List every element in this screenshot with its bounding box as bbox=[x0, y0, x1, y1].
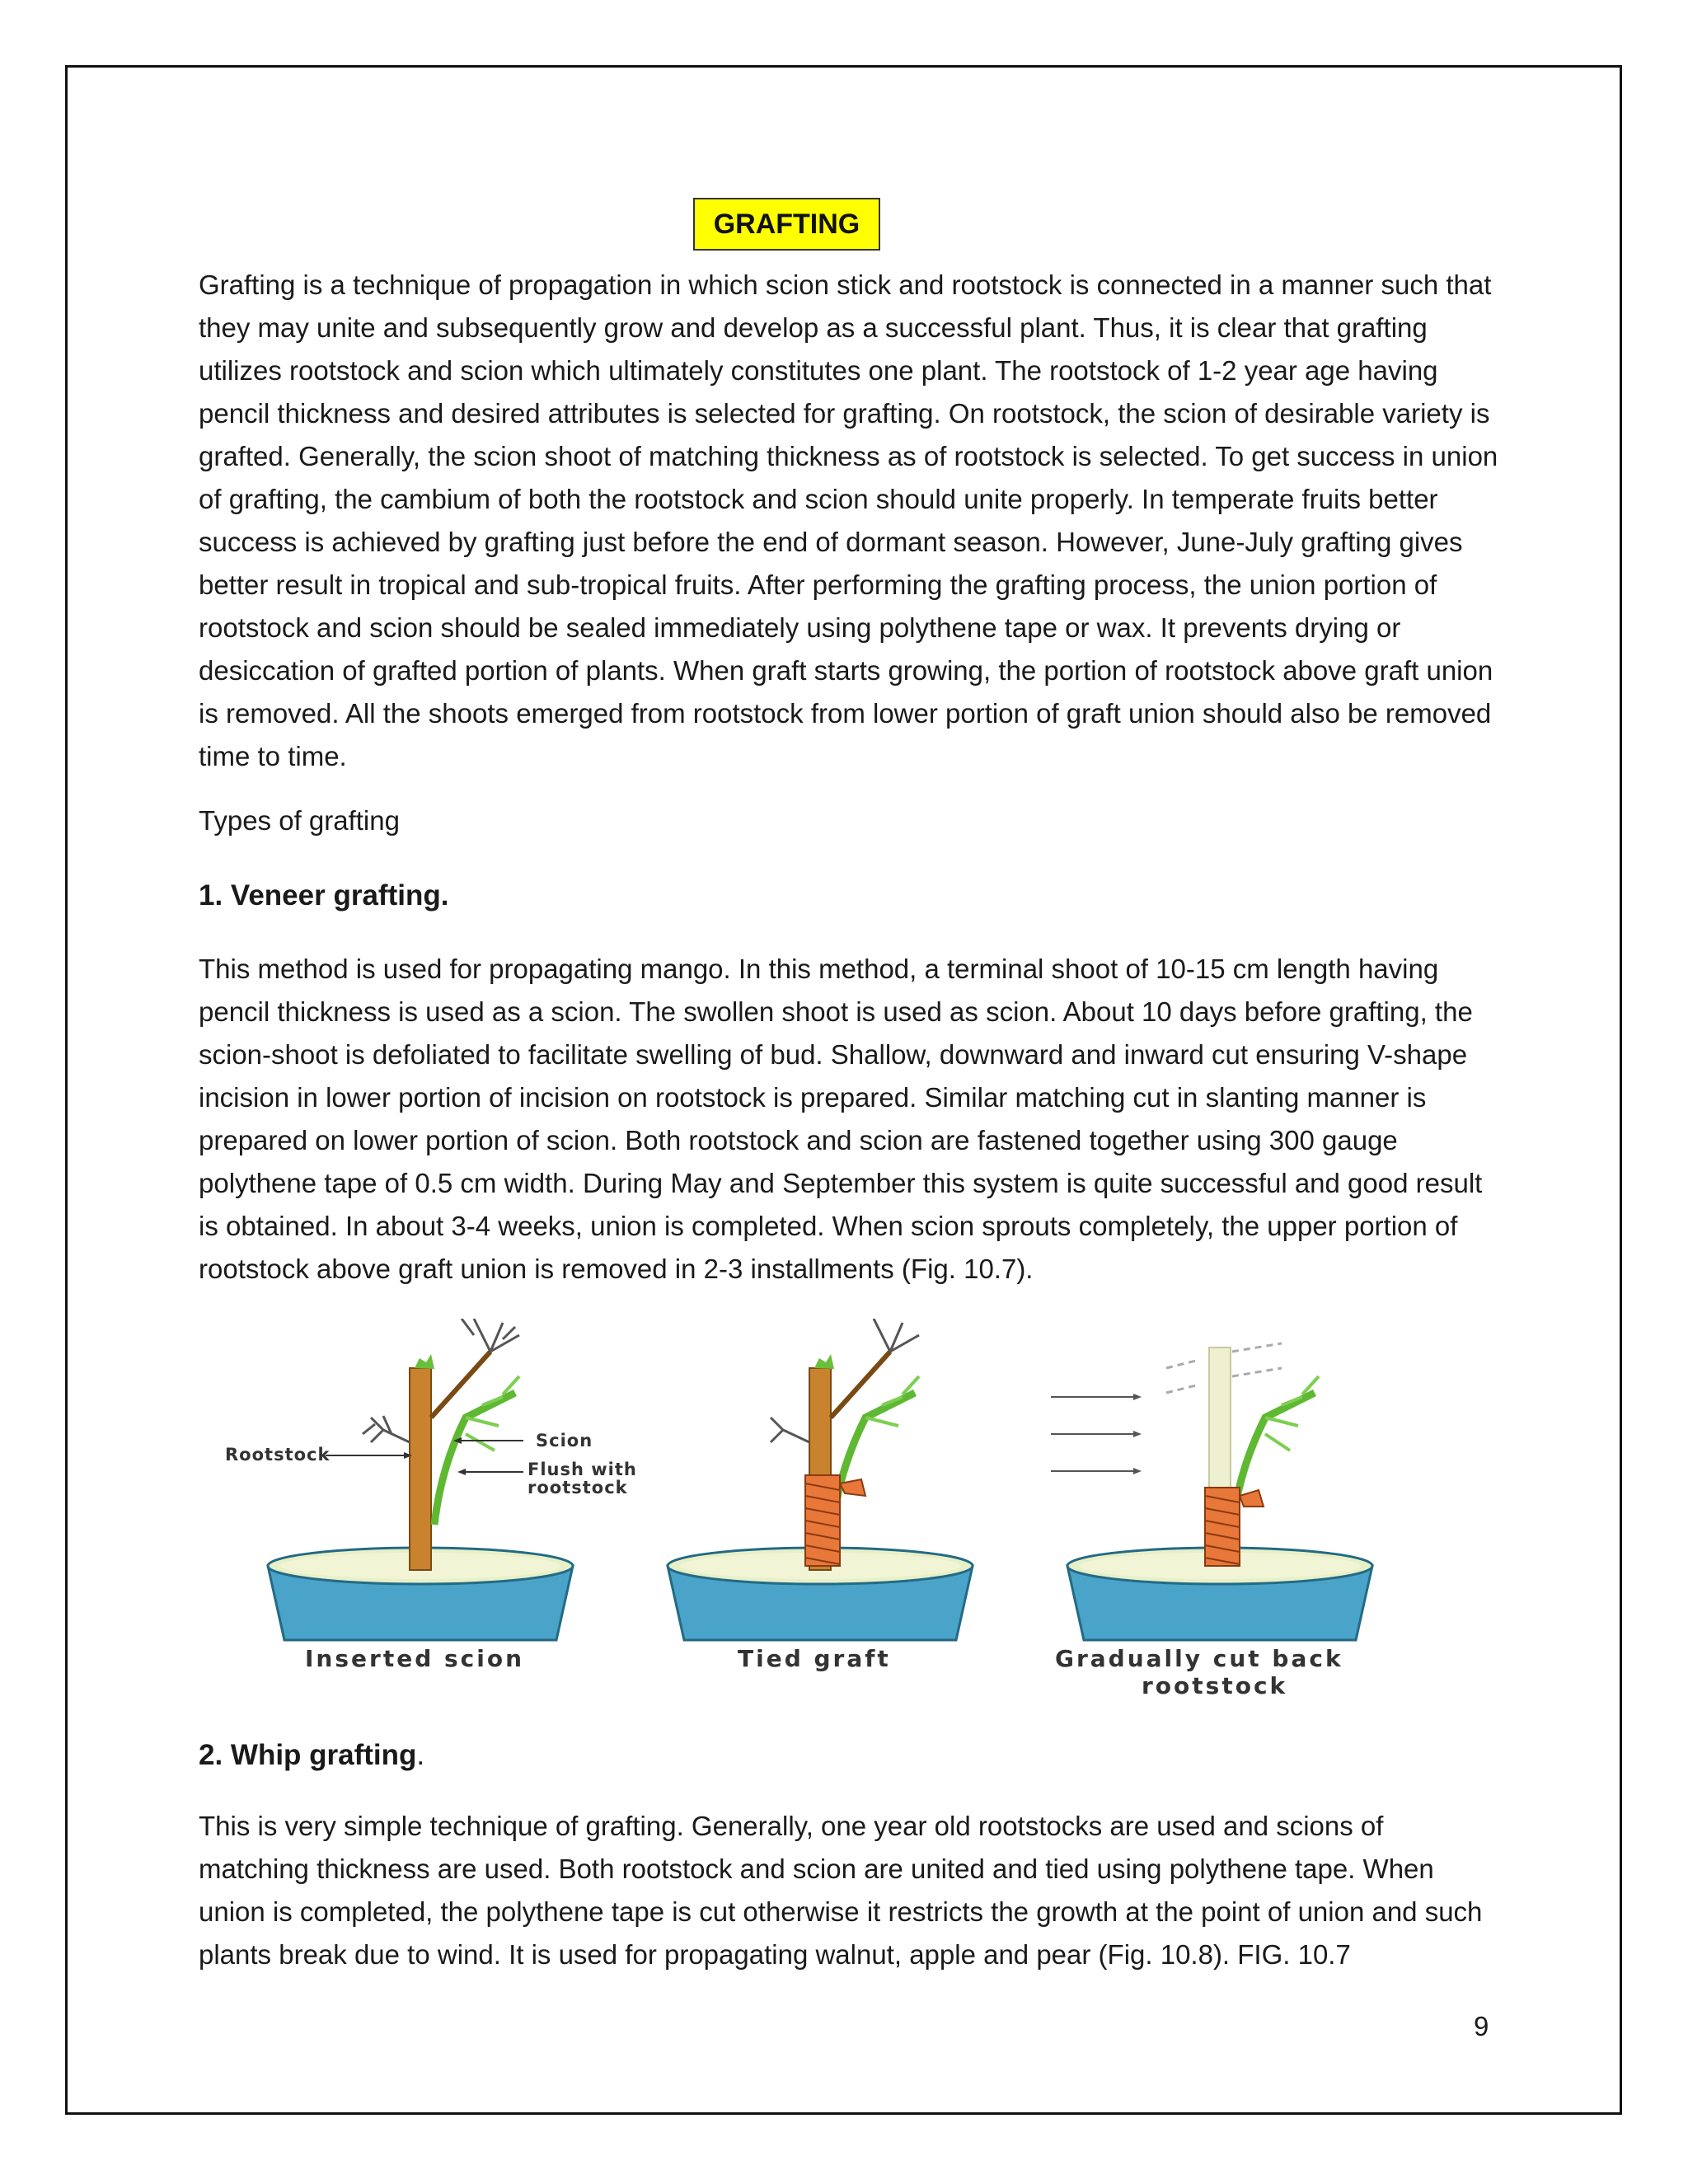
veneer-paragraph: This method is used for propagating mango. In this method, a terminal shoot of 10-15 cm length having pencil thickness is used as a scion. The swollen shoot is used as scion. About 10 days before grafting, the scion-shoot is defoliated to facilitate swelling of bud. Shallow, downward and inward cut ensuring V-shape incision in lower portion of incision on rootstock is prepared. Similar matching cut in slanting manner is prepared on lower portion of scion. Both rootstock and scion are fastened together using 300 gauge polythene tape of 0.5 cm width. During May and September this system is quite successful and good result is obtained. In about 3-4 weeks, union is completed. When scion sprouts completely, the upper portion of rootstock above graft union is removed in 2-3 installments (Fig. 10.7). bbox=[199, 954, 1483, 1284]
page-number: 9 bbox=[1474, 2011, 1489, 2041]
whip-paragraph: This is very simple technique of grafting. Generally, one year old rootstocks are used and scions of matching thickness are used. Both rootstock and scion are united and tied using polythene tape. When union is completed, the polythene tape is cut otherwise it restricts the growth at the point of union and such plants break due to wind. It is used for propagating walnut, apple and pear (Fig. 10.8). FIG. 10.7 bbox=[199, 1811, 1483, 1970]
caption-cut-back-line1: Gradually cut back bbox=[1055, 1645, 1343, 1672]
section-heading-whip: 2. Whip grafting. bbox=[199, 1739, 425, 1771]
intro-paragraph: Grafting is a technique of propagation in which scion stick and rootstock is connected in a manner such that they may unite and subsequently grow and develop as a successful plant. Thus, it is clear that grafting utilizes rootstock and scion which ultimately constitutes one plant. The rootstock of 1-2 year age having pencil thickness and desired attributes is selected for grafting. On rootstock, the scion of desirable variety is grafted. Generally, the scion shoot of matching thickness as of rootstock is selected. To get success in union of grafting, the cambium of both the rootstock and scion should unite properly. In temperate fruits better success is achieved by grafting just before the end of dormant season. However, June-July grafting gives better result in tropical and sub-tropical fruits. After performing the grafting process, the union portion of rootstock and scion should be sealed immediately using polythene tape or wax. It prevents drying or desiccation of grafted portion of plants. When graft starts growing, the portion of rootstock above graft union is removed. All the shoots emerged from rootstock from lower portion of graft union should also be removed time to time. bbox=[199, 269, 1498, 771]
section-heading-veneer: 1. Veneer grafting. bbox=[199, 879, 449, 912]
page-title: GRAFTING bbox=[693, 198, 880, 251]
caption-inserted-scion: Inserted scion bbox=[305, 1645, 525, 1672]
callout-rootstock: Rootstock bbox=[225, 1445, 331, 1465]
veneer-grafting-figure bbox=[218, 1319, 1414, 1722]
rootstock-trunk-2 bbox=[771, 1319, 919, 1570]
caption-cut-back-line2: rootstock bbox=[1142, 1672, 1288, 1699]
callout-flush-1: Flush with bbox=[528, 1460, 637, 1479]
caption-tied-graft: Tied graft bbox=[738, 1645, 891, 1672]
cut-arrows bbox=[1051, 1394, 1142, 1474]
callout-flush-2: rootstock bbox=[528, 1478, 628, 1497]
rootstock-trunk-1 bbox=[363, 1319, 519, 1570]
types-of-grafting-label: Types of grafting bbox=[199, 805, 400, 836]
callout-scion: Scion bbox=[536, 1431, 593, 1451]
